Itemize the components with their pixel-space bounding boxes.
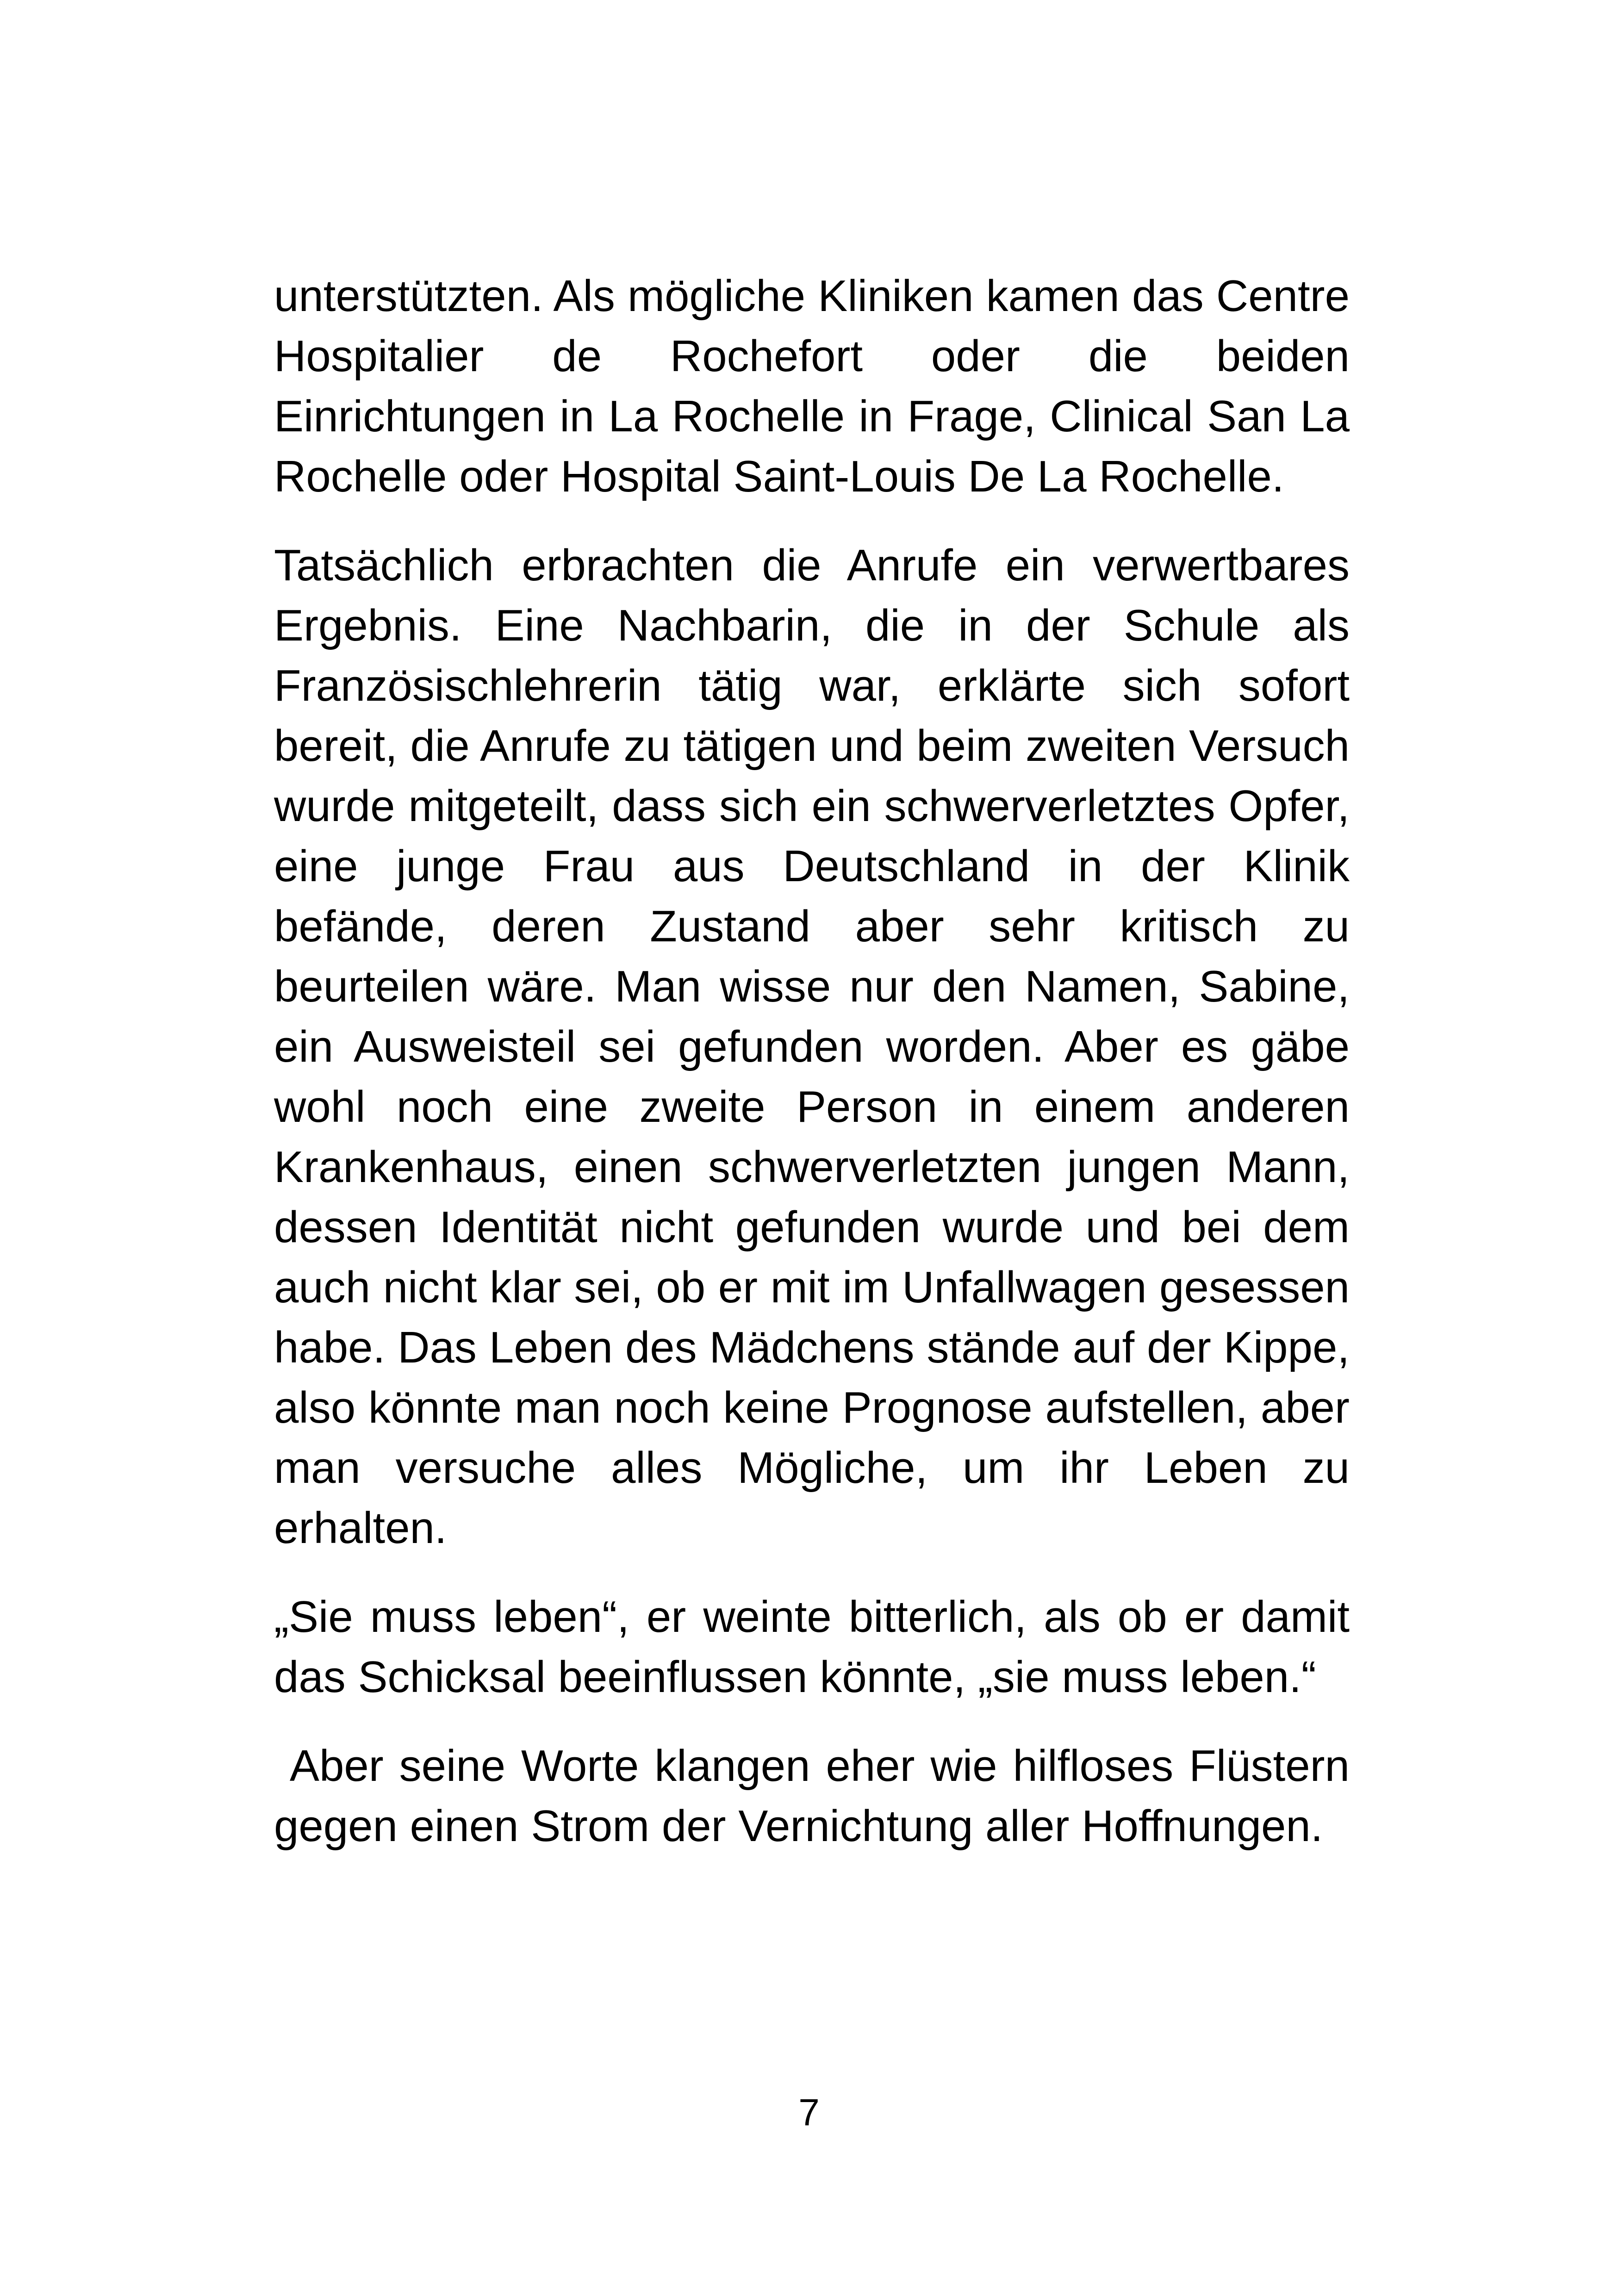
page-number: 7 [798, 2091, 820, 2134]
paragraph-4: Aber seine Worte klangen eher wie hilfloses Flüstern gegen einen Strom der Vernichtung aller Hoffnungen. [274, 1741, 1362, 1851]
body-text [274, 266, 1362, 1885]
paragraph-2: Tatsächlich erbrachten die Anrufe ein verwertbares Ergebnis. Eine Nachbarin, die in der Schule als Französischlehrerin tätig war, erklärte sich sofort bereit, die Anrufe zu tätigen und beim zweiten Versuch wurde mitgeteilt, dass sich ein schwerverletztes Opfer, eine junge Frau aus Deutschland in der Klinik befände, deren Zustand aber sehr kritisch zu beurteilen wäre. Man wisse nur den Namen, Sabine, ein Ausweisteil sei gefunden worden. Aber es gäbe wohl noch eine zweite Person in einem anderen Krankenhaus, einen schwerverletzten jungen Mann, dessen Identität nicht gefunden wurde und bei dem auch nicht klar sei, ob er mit im Unfallwagen gesessen habe. Das Leben des Mädchens stände auf der Kippe, also könnte man noch keine Prognose aufstellen, aber man versuche alles Mögliche, um ihr Leben zu erhalten. [274, 541, 1362, 1553]
paragraph-1: unterstützten. Als mögliche Kliniken kamen das Centre Hospitalier de Rochefort oder die beiden Einrichtungen in La Rochelle in Frage, Clinical San La Rochelle oder Hospital Saint-Louis De La Rochelle. [274, 271, 1362, 501]
paragraph-3: „Sie muss leben“, er weinte bitterlich, als ob er damit das Schicksal beeinflussen könnte, „sie muss leben.“ [274, 1592, 1362, 1702]
